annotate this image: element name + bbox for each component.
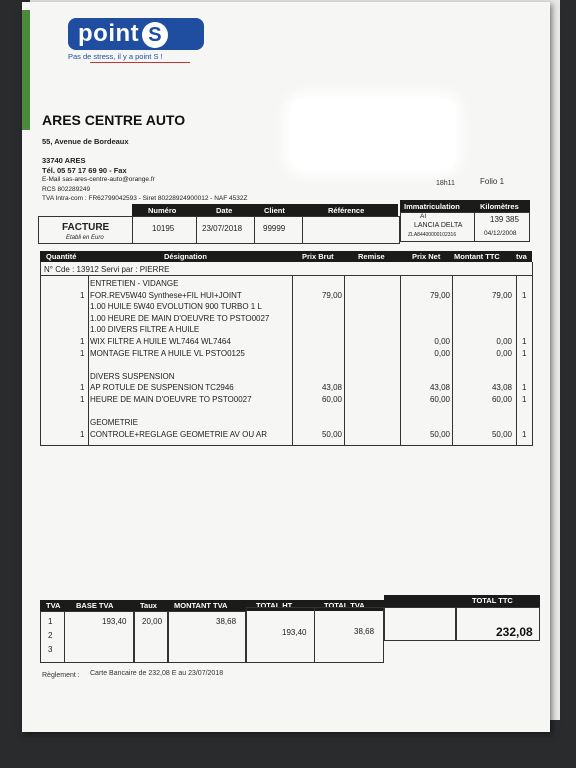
line-text: 1.00 HUILE 5W40 EVOLUTION 900 TURBO 1 L xyxy=(90,302,262,311)
divider xyxy=(344,275,345,445)
line-text: AP ROTULE DE SUSPENSION TC2946 xyxy=(90,383,234,392)
total-ttc-value: 232,08 xyxy=(496,625,533,639)
line-tva: 1 xyxy=(522,430,527,439)
invoice-header-bar xyxy=(132,204,398,216)
col-tot-tva: TVA xyxy=(46,601,61,610)
line-tva: 1 xyxy=(522,349,527,358)
line-net: 0,00 xyxy=(434,337,450,346)
line-text: WIX FILTRE A HUILE WL7464 WL7464 xyxy=(90,337,231,346)
company-tva: TVA Intra-com : FR62799042593 - Siret 80228924900012 - NAF 4532Z xyxy=(42,195,248,202)
divider xyxy=(292,275,293,445)
line-text: FOR.REV5W40 Synthese+FIL HUI+JOINT xyxy=(90,291,242,300)
line-montant: 50,00 xyxy=(491,430,512,439)
total-ttc-header xyxy=(384,595,540,607)
col-prix-net: Prix Net xyxy=(412,252,441,261)
line-montant: 43,08 xyxy=(491,383,512,392)
km-date: 04/12/2008 xyxy=(484,230,517,237)
line-text: MONTAGE FILTRE A HUILE VL PSTO0125 xyxy=(90,349,245,358)
line-brut: 43,08 xyxy=(321,383,342,392)
line-text: CONTROLE+REGLAGE GEOMETRIE AV OU AR xyxy=(90,430,268,439)
col-client: Client xyxy=(264,206,285,215)
montant-tva-value: 38,68 xyxy=(216,617,237,626)
col-remise: Remise xyxy=(358,252,385,261)
col-total-tva: TOTAL TVA xyxy=(324,601,365,610)
line-net: 50,00 xyxy=(429,430,450,439)
line-tva: 1 xyxy=(522,337,527,346)
print-time: 18h11 xyxy=(436,180,455,187)
line-text: GEOMETRIE xyxy=(90,418,139,427)
divider xyxy=(64,611,65,663)
line-montant: 0,00 xyxy=(496,349,512,358)
col-numero: Numéro xyxy=(148,206,177,215)
col-total-ttc: TOTAL TTC xyxy=(472,596,513,605)
empty-box xyxy=(384,607,456,641)
line-brut: 79,00 xyxy=(321,291,342,300)
line-qty: 1 xyxy=(80,337,85,346)
logo-text: point xyxy=(78,20,140,47)
folio: Folio 1 xyxy=(480,177,505,186)
line-qty: 1 xyxy=(80,395,85,404)
divider xyxy=(532,262,533,445)
base-tva-value: 193,40 xyxy=(102,617,127,626)
line-text: DIVERS SUSPENSION xyxy=(90,372,175,381)
divider xyxy=(302,216,303,244)
line-montant: 0,00 xyxy=(496,337,512,346)
company-email: E-Mail sas-ares-centre-auto@orange.fr xyxy=(42,176,155,183)
divider xyxy=(40,275,532,276)
company-name: ARES CENTRE AUTO xyxy=(42,112,186,128)
line-qty: 1 xyxy=(80,383,85,392)
divider xyxy=(516,275,517,445)
tva-row-2: 2 xyxy=(48,631,53,640)
tagline: Pas de stress, il y a point S ! xyxy=(68,52,163,61)
divider xyxy=(314,607,315,663)
col-km: Kilomètres xyxy=(480,202,519,211)
invoice-date: 23/07/2018 xyxy=(202,224,243,233)
col-montant-tva: MONTANT TVA xyxy=(174,601,228,610)
tva-row-3: 3 xyxy=(48,645,53,654)
logo-accent-bar xyxy=(22,10,30,130)
point-s-logo xyxy=(68,18,204,50)
col-qty: Quantité xyxy=(46,252,77,261)
lines-header-bar xyxy=(40,251,532,262)
line-text: HEURE DE MAIN D'OEUVRE TO PSTO0027 xyxy=(90,395,252,404)
doc-type: FACTURE xyxy=(62,222,110,233)
company-city: 33740 ARES xyxy=(42,156,86,165)
line-net: 43,08 xyxy=(429,383,450,392)
vehicle-vin: ZLA84400000102316 xyxy=(408,232,457,238)
line-tva: 1 xyxy=(522,395,527,404)
col-base-tva: BASE TVA xyxy=(76,601,114,610)
divider xyxy=(88,275,89,445)
divider xyxy=(452,275,453,445)
col-total-ht: TOTAL HT xyxy=(256,601,293,610)
logo-s-circle: S xyxy=(142,22,168,48)
payment-text: Carte Bancaire de 232,08 E au 23/07/2018 xyxy=(90,670,224,677)
line-qty: 1 xyxy=(80,291,85,300)
col-designation: Désignation xyxy=(164,252,207,261)
divider xyxy=(254,216,255,244)
immat-partial: AI xyxy=(420,213,427,220)
divider xyxy=(132,216,133,244)
company-phone: Tél. 05 57 17 69 90 - Fax xyxy=(42,166,127,175)
line-text: 1.00 DIVERS FILTRE A HUILE xyxy=(90,325,200,334)
taux-value: 20,00 xyxy=(142,617,163,626)
tva-row-1: 1 xyxy=(48,617,53,626)
line-net: 60,00 xyxy=(429,395,450,404)
line-net: 79,00 xyxy=(429,291,450,300)
currency-note: Etabli en Euro xyxy=(66,235,104,241)
divider xyxy=(40,445,533,446)
payment-label: Règlement : xyxy=(42,672,80,679)
col-montant: Montant TTC xyxy=(454,252,500,261)
line-brut: 50,00 xyxy=(321,430,342,439)
vehicle-model: LANCIA DELTA xyxy=(414,222,463,229)
line-montant: 60,00 xyxy=(491,395,512,404)
redacted-area xyxy=(290,98,456,170)
line-text: 1.00 HEURE DE MAIN D'OEUVRE TO PSTO0027 xyxy=(90,314,270,323)
line-qty: 1 xyxy=(80,349,85,358)
line-qty: 1 xyxy=(80,430,85,439)
col-prix-brut: Prix Brut xyxy=(302,252,334,261)
line-tva: 1 xyxy=(522,383,527,392)
divider xyxy=(196,216,197,244)
col-date: Date xyxy=(216,206,233,215)
divider xyxy=(400,275,401,445)
line-tva: 1 xyxy=(522,291,527,300)
client-number: 99999 xyxy=(263,224,286,233)
col-reference: Référence xyxy=(328,206,365,215)
company-address: 55, Avenue de Bordeaux xyxy=(42,137,129,146)
divider xyxy=(474,212,475,242)
col-taux: Taux xyxy=(140,601,157,610)
line-brut: 60,00 xyxy=(321,395,342,404)
invoice-number: 10195 xyxy=(152,224,175,233)
vehicle-header-bar xyxy=(400,200,530,212)
col-immat: Immatriculation xyxy=(404,202,460,211)
order-line: N° Cde : 13912 Servi par : PIERRE xyxy=(44,265,170,274)
km-value: 139 385 xyxy=(490,215,519,224)
tagline-underline xyxy=(90,62,190,63)
line-montant: 79,00 xyxy=(491,291,512,300)
total-tva-value: 38,68 xyxy=(354,627,375,636)
divider xyxy=(40,262,41,445)
company-rcs: RCS 802289249 xyxy=(42,186,91,193)
line-text: ENTRETIEN - VIDANGE xyxy=(90,279,179,288)
line-net: 0,00 xyxy=(434,349,450,358)
col-tva: tva xyxy=(516,252,527,261)
total-ht-value: 193,40 xyxy=(282,628,307,637)
